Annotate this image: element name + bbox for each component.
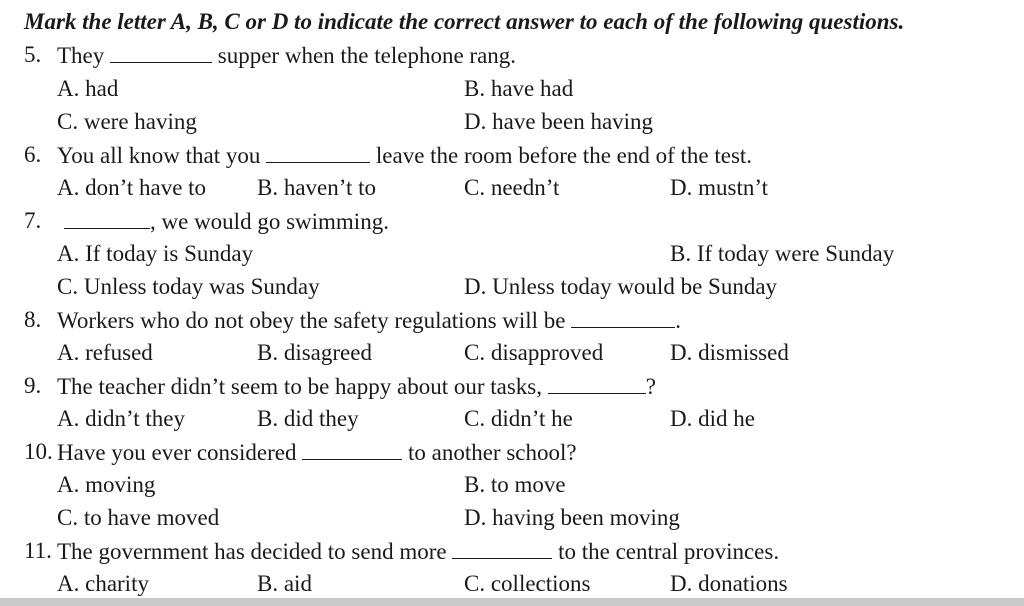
question-number: 5. xyxy=(24,42,42,67)
question-text-before: The government has decided to send more xyxy=(57,539,447,564)
option-b: B. to move xyxy=(464,472,566,497)
question-number: 10. xyxy=(24,439,53,464)
option-b: B. If today were Sunday xyxy=(670,241,895,266)
question-number: 11. xyxy=(24,538,52,563)
question-text xyxy=(64,208,389,235)
option-d: D. having been moving xyxy=(464,505,680,530)
option-d: D. donations xyxy=(670,571,788,596)
question-text xyxy=(57,307,681,334)
question-text-before: The teacher didn’t seem to be happy about our tasks, xyxy=(57,374,542,399)
option-d: D. have been having xyxy=(464,109,654,134)
question-number: 6. xyxy=(24,142,42,167)
option-d: D. did he xyxy=(670,406,755,431)
question-text-after: to another school? xyxy=(407,440,577,465)
question-text-after: , we would go swimming. xyxy=(150,209,389,234)
question-text xyxy=(57,373,656,400)
question-text xyxy=(57,142,752,169)
question-number: 9. xyxy=(24,373,42,398)
question-text-before: Have you ever considered xyxy=(57,440,297,465)
option-c: C. needn’t xyxy=(464,175,560,200)
question-text-before: They xyxy=(57,43,105,68)
question-number: 8. xyxy=(24,307,42,332)
question-number: 7. xyxy=(24,208,42,233)
option-c: C. didn’t he xyxy=(464,406,573,431)
option-c: C. collections xyxy=(464,571,591,596)
answer-blank xyxy=(110,42,212,63)
option-a: A. refused xyxy=(57,340,153,365)
question-text xyxy=(57,538,779,565)
question-text-after: leave the room before the end of the test. xyxy=(375,143,753,168)
option-d: D. mustn’t xyxy=(670,175,768,200)
option-d: D. dismissed xyxy=(670,340,789,365)
option-c: C. Unless today was Sunday xyxy=(57,274,320,299)
question-text-after: ? xyxy=(645,374,656,399)
question-text-before: You all know that you xyxy=(57,143,261,168)
question-text-after: to the central provinces. xyxy=(558,539,780,564)
answer-blank xyxy=(571,307,675,328)
answer-blank xyxy=(64,208,150,229)
answer-blank xyxy=(266,142,370,163)
question-text-after: . xyxy=(675,308,682,333)
question-text-before: Workers who do not obey the safety regulations will be xyxy=(57,308,566,333)
option-c: C. disapproved xyxy=(464,340,604,365)
question-text xyxy=(57,42,516,69)
option-b: B. aid xyxy=(257,571,312,596)
option-b: B. did they xyxy=(257,406,359,431)
option-d: D. Unless today would be Sunday xyxy=(464,274,778,299)
option-a: A. charity xyxy=(57,571,149,596)
option-a: A. moving xyxy=(57,472,156,497)
option-a: A. If today is Sunday xyxy=(57,241,254,266)
question-text-after: supper when the telephone rang. xyxy=(217,43,517,68)
question-text xyxy=(57,439,577,466)
option-b: B. disagreed xyxy=(257,340,372,365)
option-c: C. were having xyxy=(57,109,197,134)
answer-blank xyxy=(302,439,402,460)
instruction-heading: Mark the letter A, B, C or D to indicate the correct answer to each of the following questions. xyxy=(24,9,905,34)
answer-blank xyxy=(548,373,646,394)
bottom-edge-strip xyxy=(0,598,1024,606)
option-c: C. to have moved xyxy=(57,505,220,530)
option-a: A. didn’t they xyxy=(57,406,185,431)
option-a: A. had xyxy=(57,76,119,101)
answer-blank xyxy=(452,538,552,559)
option-b: B. have had xyxy=(464,76,574,101)
option-a: A. don’t have to xyxy=(57,175,207,200)
option-b: B. haven’t to xyxy=(257,175,377,200)
